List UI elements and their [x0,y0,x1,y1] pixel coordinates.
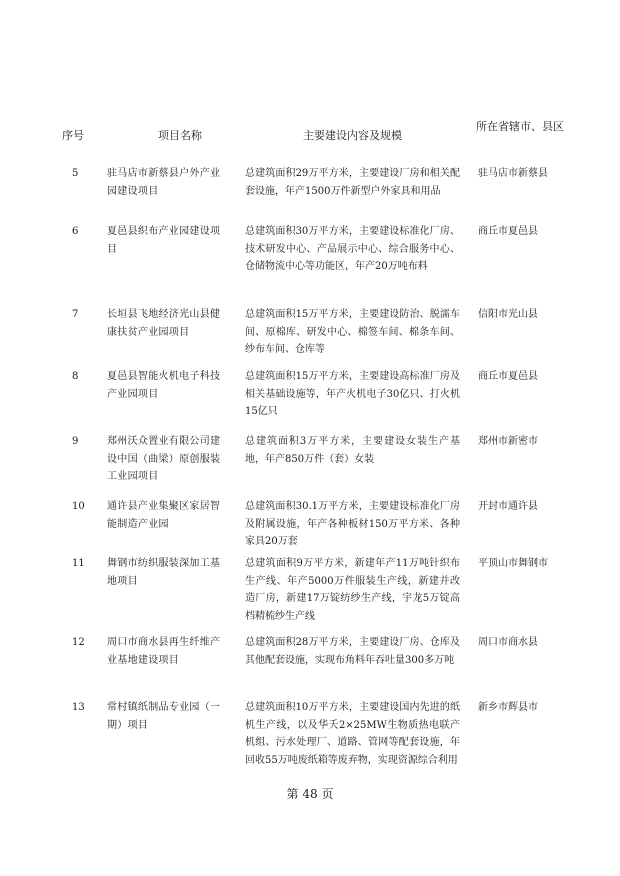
row-location: 信阳市光山县 [478,309,538,320]
row-content: 总建筑面积9万平方米，新建年产11万吨针织布生产线、年产5000万件服装生产线，新建并改造厂房，新建17万锭纺纱生产线，宇龙5万锭高档精梳纱生产线 [245,558,460,622]
header-location: 所在省辖市、县区 [476,120,564,133]
row-location: 新乡市辉县市 [478,702,538,713]
row-number: 5 [72,168,79,179]
row-number: 12 [72,637,85,648]
row-number: 10 [72,501,85,512]
row-content: 总建筑面积3万平方米，主要建设女装生产基地，年产850万件（套）女装 [245,436,460,465]
row-project-name: 长垣县飞地经济光山县健康扶贫产业园项目 [107,309,221,338]
row-project-name: 通许县产业集聚区家居智能制造产业园 [107,501,221,530]
row-location: 郑州市新密市 [478,436,538,447]
header-project-name: 项目名称 [158,129,202,142]
header-number: 序号 [62,129,84,142]
row-location: 周口市商水县 [478,637,538,648]
row-project-name: 夏邑县织布产业园建设项目 [107,226,221,255]
row-project-name: 驻马店市新蔡县户外产业园建设项目 [107,168,221,197]
row-location: 商丘市夏邑县 [478,371,538,382]
row-number: 9 [72,436,79,447]
page-number: 第 48 页 [286,787,334,801]
header-content: 主要建设内容及规模 [303,129,402,142]
row-project-name: 夏邑县智能火机电子科技产业园项目 [107,371,221,400]
row-number: 6 [72,226,79,237]
row-number: 8 [72,371,79,382]
row-content: 总建筑面积10万平方米，主要建设国内先进的纸机生产线，以及华夭2×25MW生物质热电联产机组、污水处理厂、道路、管网等配套设施，年回收55万吨废纸箱等废弃物，实现资源综合利用 [245,702,460,766]
row-location: 商丘市夏邑县 [478,226,538,237]
row-project-name: 周口市商水县再生纤维产业基地建设项目 [107,637,221,666]
row-number: 11 [72,558,85,569]
row-number: 7 [72,309,79,320]
row-location: 平顶山市舞钢市 [478,558,548,569]
row-content: 总建筑面积29万平方米，主要建设厂房和相关配套设施，年产1500万件新型户外家具和用品 [245,168,460,197]
row-location: 开封市通许县 [478,501,538,512]
row-content: 总建筑面积30.1万平方米，主要建设标准化厂房及附属设施，年产各种板材150万平方米、各种家具20万套 [245,501,460,547]
row-content: 总建筑面积15万平方米，主要建设高标准厂房及相关基础设施等，年产火机电子30亿只、打火机15亿只 [245,371,460,417]
row-content: 总建筑面积15万平方米，主要建设防治、脱濡车间、原棉库、研发中心、棉签车间、棉条车间、纱布车间、仓库等 [245,309,460,355]
row-content: 总建筑面积28万平方米，主要建设厂房、仓库及其他配套设施，实现布角料年吞吐量300多万吨 [245,637,460,666]
row-number: 13 [72,702,85,713]
row-content: 总建筑面积30万平方米，主要建设标准化厂房、技术研发中心、产品展示中心、综合服务中心、仓储物流中心等功能区，年产20万吨布料 [245,226,460,272]
row-project-name: 舞钢市纺织服装深加工基地项目 [107,558,221,587]
row-location: 驻马店市新蔡县 [478,168,548,179]
row-project-name: 常村镇纸制品专业园（一期）项目 [107,702,221,731]
row-project-name: 郑州沃众置业有限公司建设中国（曲梁）原创服装工业园项目 [107,436,221,482]
